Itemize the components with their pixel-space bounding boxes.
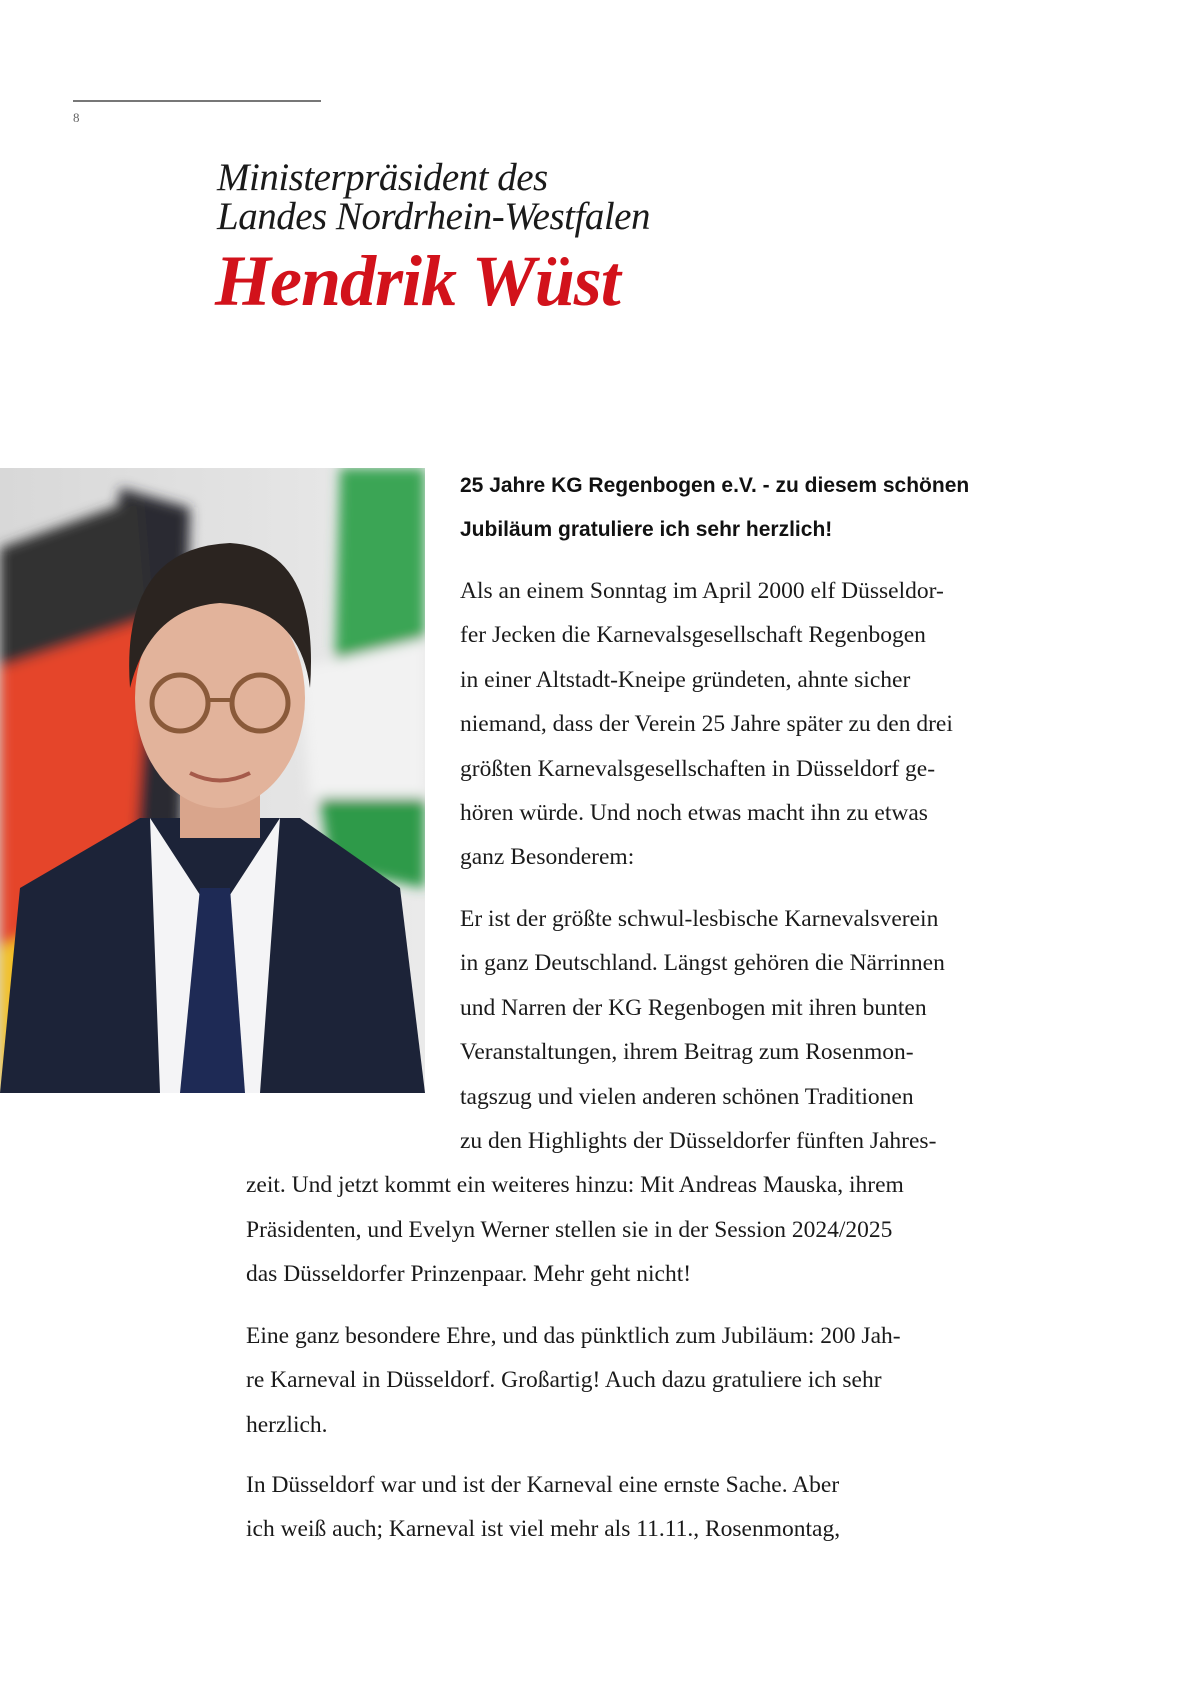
text-line: zu den Highlights der Düsseldorfer fünften Jahres- [460, 1127, 937, 1154]
text-line: und Narren der KG Regenbogen mit ihren bunten [460, 994, 927, 1021]
text-line: tagszug und vielen anderen schönen Traditionen [460, 1083, 914, 1110]
text-line: herzlich. [246, 1411, 328, 1438]
text-line: das Düsseldorfer Prinzenpaar. Mehr geht nicht! [246, 1261, 692, 1288]
text-line: größten Karnevalsgesellschaften in Düsseldorf ge- [460, 755, 936, 782]
paragraph-4 [246, 1472, 840, 1561]
intro-heading [460, 474, 969, 563]
text-line: re Karneval in Düsseldorf. Großartig! Auch dazu gratuliere ich sehr [246, 1367, 882, 1394]
text-line: ganz Besonderem: [460, 844, 635, 871]
text-line: Veranstaltungen, ihrem Beitrag zum Rosenmon- [460, 1039, 914, 1066]
text-line: niemand, dass der Verein 25 Jahre später zu den drei [460, 711, 953, 738]
text-line: ich weiß auch; Karneval ist viel mehr als 11.11., Rosenmontag, [246, 1516, 841, 1543]
title-line-2: Landes Nordrhein-Westfalen [217, 195, 650, 238]
text-line: Eine ganz besondere Ehre, und das pünktlich zum Jubiläum: 200 Jah- [246, 1323, 901, 1349]
paragraph-3 [246, 1323, 901, 1456]
text-line: in einer Altstadt-Kneipe gründeten, ahnte sicher [460, 666, 911, 693]
text-line: zeit. Und jetzt kommt ein weiteres hinzu: Mit Andreas Mauska, ihrem [246, 1172, 904, 1199]
paragraph-1 [460, 578, 953, 889]
text-line: fer Jecken die Karnevalsgesellschaft Regenbogen [460, 622, 926, 649]
header-rule [73, 100, 321, 102]
text-line: In Düsseldorf war und ist der Karneval eine ernste Sache. Aber [246, 1472, 840, 1498]
text-line: Als an einem Sonntag im April 2000 elf Düsseldor- [460, 578, 944, 604]
text-line: Präsidenten, und Evelyn Werner stellen sie in der Session 2024/2025 [246, 1216, 893, 1243]
text-line: Er ist der größte schwul-lesbische Karnevalsverein [460, 906, 939, 932]
page-number: 8 [73, 110, 80, 125]
intro-line: 25 Jahre KG Regenbogen e.V. - zu diesem schönen [460, 474, 970, 497]
intro-line: Jubiläum gratuliere ich sehr herzlich! [460, 518, 833, 542]
person-name: Hendrik Wüst [215, 241, 620, 321]
text-line: in ganz Deutschland. Längst gehören die Närrinnen [460, 950, 945, 977]
text-line: hören würde. Und noch etwas macht ihn zu etwas [460, 799, 928, 826]
title-line-1: Ministerpräsident des [217, 156, 548, 199]
paragraph-2 [246, 906, 945, 1306]
